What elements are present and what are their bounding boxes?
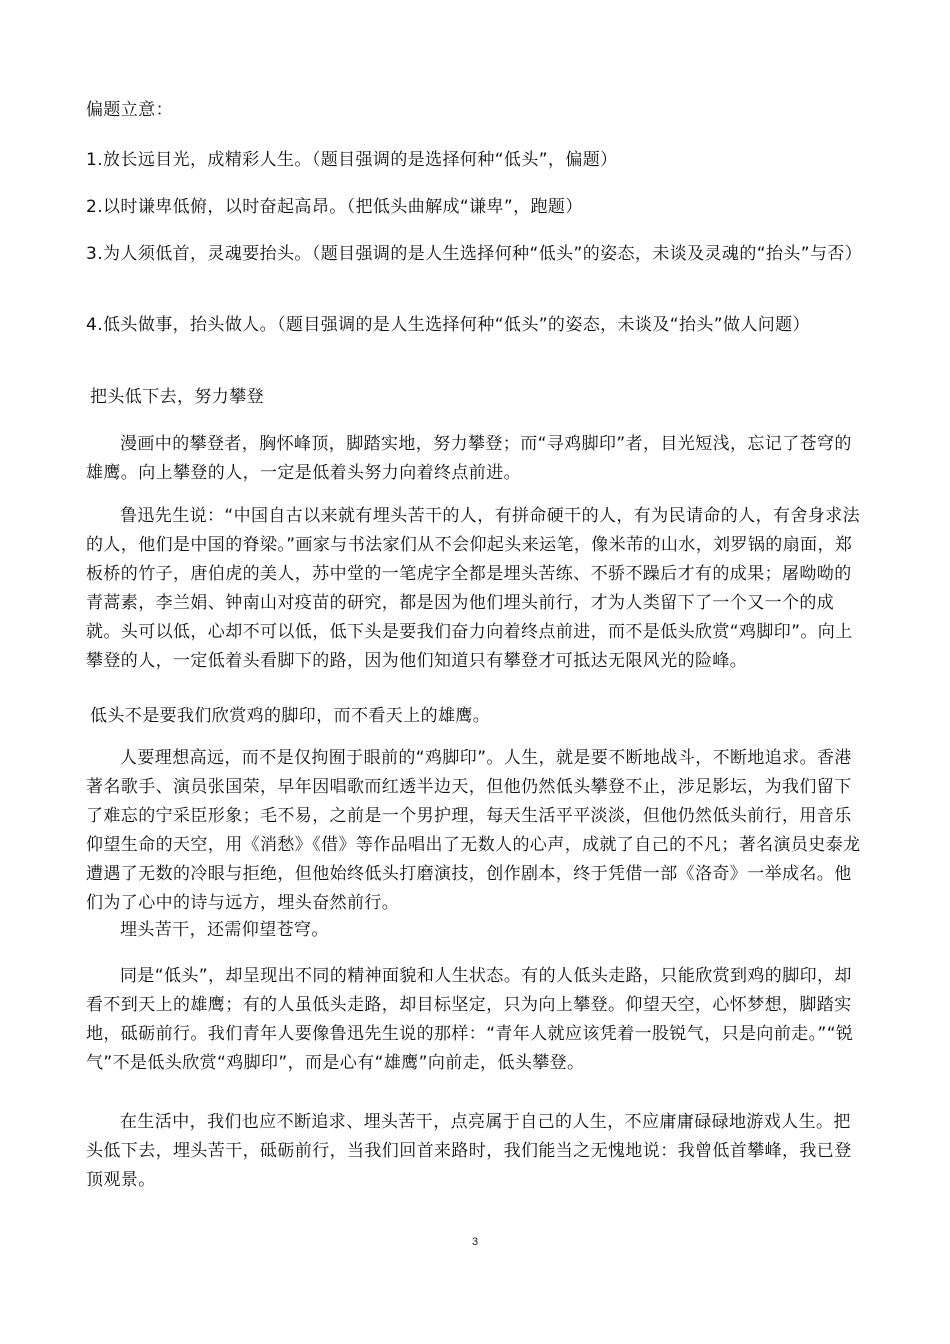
essay-paragraph: 鲁迅先生说：“中国自古以来就有埋头苦干的人，有拼命硬干的人，有为民请命的人，有舍身求法的人，他们是中国的脊梁。”画家与书法家们从不会仰起头来运笔，像米芾的山水，刘罗锅的扇面，郑板桥的竹子，唐伯虎的美人，苏中堂的一笔虎字全都是埋头苦练、不骄不躁后才有的成果；屠呦呦的青蒿素，李兰娟、钟南山对疫苗的研究，都是因为他们埋头前行，才为人类留下了一个又一个的成就。头可以低，心却不可以低，低下头是要我们奋力向着终点前进，而不是低头欣赏“鸡脚印”。向上攀登的人，一定低着头看脚下的路，因为他们知道只有攀登才可抵达无限风光的险峰。 — [86, 506, 861, 671]
essay-paragraph: 同是“低头”，却呈现出不同的精神面貌和人生状态。有的人低头走路，只能欣赏到鸡的脚印，却看不到天上的雄鹰；有的人虽低头走路，却目标坚定，只为向上攀登。仰望天空，心怀梦想，脚踏实地，砥砺前行。我们青年人要像鲁迅先生说的那样：“青年人就应该凭着一股锐气，只是向前走。”“锐气”不是低头欣赏“鸡脚印”，而是心有“雄鹰”向前走，低头攀登。 — [86, 966, 854, 1073]
essay-title: 把头低下去，努力攀登 — [90, 387, 264, 407]
essay-subheading: 埋头苦干，还需仰望苍穹。 — [120, 920, 329, 940]
essay-subheading: 低头不是要我们欣赏鸡的脚印，而不看天上的雄鹰。 — [90, 706, 491, 726]
list-item: 1.放长远目光，成精彩人生。（题目强调的是选择何种“低头”，偏题） — [86, 150, 618, 170]
section-heading: 偏题立意： — [86, 100, 173, 120]
essay-paragraph: 漫画中的攀登者，胸怀峰顶，脚踏实地，努力攀登；而“寻鸡脚印”者，目光短浅，忘记了苍穹的雄鹰。向上攀登的人，一定是低着头努力向着终点前进。 — [86, 434, 852, 483]
essay-paragraph: 在生活中，我们也应不断追求、埋头苦干，点亮属于自己的人生，不应庸庸碌碌地游戏人生。把头低下去，埋头苦干，砥砺前行，当我们回首来路时，我们能当之无愧地说：我曾低首攀峰，我已登顶观景。 — [86, 1112, 852, 1190]
list-item: 3.为人须低首，灵魂要抬头。（题目强调的是人生选择何种“低头”的姿态，未谈及灵魂的“抬头”与否） — [86, 244, 863, 264]
page-number: 3 — [471, 1236, 479, 1248]
list-item: 2.以时谦卑低俯，以时奋起高昂。（把低头曲解成“谦卑”，跑题） — [86, 197, 583, 217]
essay-paragraph: 人要理想高远，而不是仅拘囿于眼前的“鸡脚印”。人生，就是要不断地战斗，不断地追求。香港著名歌手、演员张国荣，早年因唱歌而红透半边天，但他仍然低头攀登不止，涉足影坛，为我们留下了难忘的宁采臣形象；毛不易，之前是一个男护理，每天生活平平淡淡，但他仍然低头前行，用音乐仰望生命的天空，用《消愁》《借》等作品唱出了无数人的心声，成就了自己的不凡；著名演员史泰龙遭遇了无数的冷眼与拒绝，但他始终低头打磨演技，创作剧本，终于凭借一部《洛奇》一举成名。他们为了心中的诗与远方，埋头奋然前行。 — [86, 748, 861, 913]
list-item: 4.低头做事，抬头做人。（题目强调的是人生选择何种“低头”的姿态，未谈及“抬头”做人问题） — [86, 315, 810, 335]
